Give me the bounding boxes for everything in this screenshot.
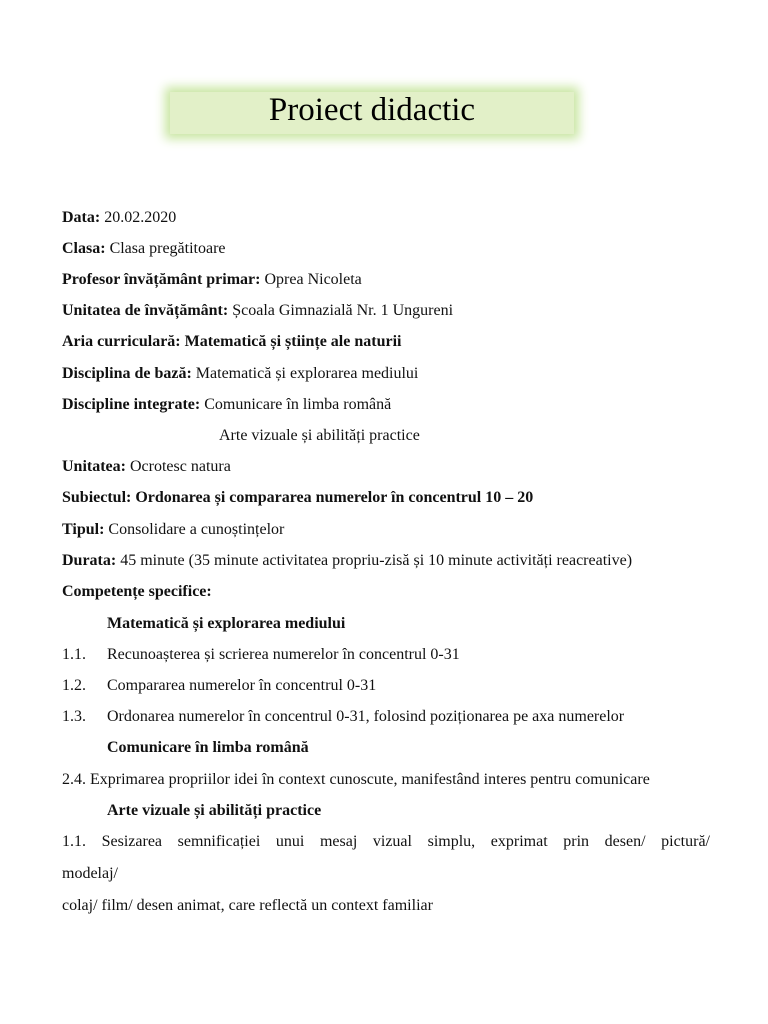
- field-clasa: [62, 239, 226, 259]
- field-label: Unitatea:: [62, 458, 126, 475]
- field-discipline-integrate: [62, 395, 391, 415]
- field-unitatea: [62, 457, 231, 477]
- list-item-text: Ordonarea numerelor în concentrul 0-31, folosind poziționarea pe axa numerelor: [107, 708, 625, 725]
- list-item: 2.4. Exprimarea propriilor idei în context cunoscute, manifestând interes pentru comunicare: [62, 771, 650, 788]
- list-item: [62, 707, 624, 727]
- field-value: 45 minute (35 minute activitatea propriu-zisă și 10 minute activități reacreative): [116, 552, 633, 569]
- field-label: Profesor învățământ primar:: [62, 271, 261, 288]
- list-item-number: 1.3.: [62, 708, 86, 725]
- field-label: Discipline integrate:: [62, 396, 201, 413]
- field-data: [62, 208, 176, 228]
- field-label: Disciplina de bază:: [62, 365, 192, 382]
- list-item-number: 1.2.: [62, 677, 86, 694]
- field-value: Școala Gimnazială Nr. 1 Ungureni: [228, 302, 454, 319]
- field-durata: [62, 551, 632, 571]
- field-value: 20.02.2020: [100, 209, 177, 226]
- list-item: [62, 676, 376, 696]
- field-disciplina: [62, 364, 418, 384]
- field-label: Unitatea de învățământ:: [62, 302, 229, 319]
- field-label: Clasa:: [62, 240, 106, 257]
- field-value: Clasa pregătitoare: [105, 240, 226, 257]
- list-item-line: modelaj/: [62, 865, 118, 882]
- field-tipul: [62, 520, 284, 540]
- list-item-line: colaj/ film/ desen animat, care reflectă un context familiar: [62, 897, 433, 914]
- list-item: [62, 645, 460, 665]
- field-value: Comunicare în limba română: [200, 396, 392, 413]
- field-label: Data:: [62, 209, 101, 226]
- field-unitatea-invatamant: [62, 301, 453, 321]
- field-competente: Competențe specifice:: [62, 583, 212, 600]
- field-value: Matematică și explorarea mediului: [191, 365, 419, 382]
- section-heading-clr: Comunicare în limba română: [107, 739, 309, 756]
- section-heading-mem: Matematică și explorarea mediului: [107, 615, 346, 632]
- title-box: [170, 92, 574, 134]
- section-heading-avap: Arte vizuale și abilități practice: [107, 802, 322, 819]
- field-value: Ocrotesc natura: [125, 458, 231, 475]
- field-value: Consolidare a cunoștințelor: [104, 521, 285, 538]
- field-subiectul: Subiectul: Ordonarea și compararea numerelor în concentrul 10 – 20: [62, 489, 534, 506]
- field-label: Durata:: [62, 552, 117, 569]
- field-label: Tipul:: [62, 521, 105, 538]
- list-item-line: 1.1. Sesizarea semnificației unui mesaj vizual simplu, exprimat prin desen/ pictură/: [62, 833, 710, 850]
- list-item-text: Compararea numerelor în concentrul 0-31: [107, 677, 377, 694]
- field-aria-curriculara: Aria curriculară: Matematică și științe ale naturii: [62, 333, 402, 350]
- list-item-text: Recunoașterea și scrierea numerelor în concentrul 0-31: [107, 646, 460, 663]
- field-value: Oprea Nicoleta: [260, 271, 362, 288]
- field-profesor: [62, 270, 362, 290]
- list-item-number: 1.1.: [62, 646, 86, 663]
- document-title: Proiect didactic: [268, 91, 476, 128]
- field-discipline-integrate-2: Arte vizuale și abilități practice: [219, 427, 420, 444]
